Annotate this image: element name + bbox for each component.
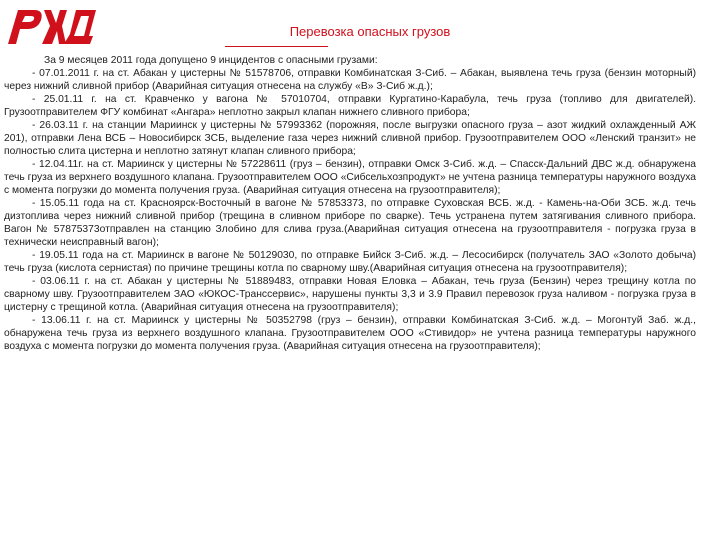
incident-item: - 07.01.2011 г. на ст. Абакан у цистерны № 51578706, отправки Комбинатская З-Сиб. – Абакан, выявлена течь груза (бензин моторный) через нижний сливной прибор (Аварийная ситуация отнесена на службу «В» З-Сиб ж.д.); <box>4 68 696 92</box>
document-body <box>4 54 696 353</box>
page-title: Перевозка опасных грузов <box>289 24 451 39</box>
incident-item: - 03.06.11 г. на ст. Абакан у цистерны № 51889483, отправки Новая Еловка – Абакан, течь груза (Бензин) через трещину котла по сварному шву. Грузоотправителем ЗАО «ЮКОС-Трансcервис», нарушены пункты 3,3 и 3.9 Правил перевозок груза наливом - погрузка груза в цистерну с трещиной котла. (Аварийная ситуация отнесена на грузоотправителя); <box>4 276 696 313</box>
incident-item: - 19.05.11 года на ст. Мариинск в вагоне № 50129030, по отправке Бийск З-Сиб. ж.д. – Лесосибирск (получатель ЗАО «Золото добыча) течь груза (кислота сернистая) по причине трещины котла по сварному шву.(Аварийная ситуация отнесена на грузоотправителя); <box>4 250 696 274</box>
incident-item: - 13.06.11 г. на ст. Мариинск у цистерны № 50352798 (груз – бензин), отправки Комбинатская З-Сиб. ж.д. – Могонтуй Заб. ж.д., обнаружена течь груза из верхнего воздушного клапана. Грузоотправителем ООО «Стивидор» не учтена разница температуры наружного воздуха с момента погрузки до момента получения груза. (Аварийная ситуация отнесена на грузоотправителя); <box>4 315 696 352</box>
intro-paragraph: За 9 месяцев 2011 года допущено 9 инцидентов с опасными грузами: <box>44 55 378 66</box>
rzd-logo-icon <box>4 4 100 48</box>
title-underline <box>225 46 328 47</box>
incident-item: - 25.01.11 г. на ст. Кравченко у вагона № 57010704, отправки Кургатино-Карабула, течь груза (топливо для двигателей). Грузоотправителем ФГУ комбинат «Ангара» неплотно закрыл клапан нижнего сливного прибора; <box>4 94 696 118</box>
incident-item: - 12.04.11г. на ст. Мариинск у цистерны № 57228611 (груз – бензин), отправки Омск З-Сиб. ж.д. – Спасск-Дальний ДВС ж.д. обнаружена течь груза из верхнего воздушного клапана. Грузоотправителем ООО «Сибсельхозпродукт» не учтена разница температуры наружного воздуха с момента погрузки до момента получения груза. (Аварийная ситуация отнесена на грузоотправителя); <box>4 159 696 196</box>
incident-item: - 15.05.11 года на ст. Красноярск-Восточный в вагоне № 57853373, по отправке Суховская ВСБ. ж.д. - Камень-на-Оби ЗСБ. ж.д. течь дизтоплива через нижний сливной прибор (трещина в сливном приборе по сварке). Течь устранена путем затягивания сливного прибора. Вагон № 57875373отправлен на станцию Злобино для слива груза.(Аварийная ситуация отнесена на грузоотправителя - погрузка груза в технически неисправный вагон); <box>4 198 696 248</box>
incident-item: - 26.03.11 г. на станции Мариинск у цистерны № 57993362 (порожняя, после выгрузки опасного груза – азот жидкий охлажденный АЖ 201), отправки Лена ВСБ – Новосибирск ЗСБ, выделение газа через нижний сливной прибор. Грузоотправителем ООО «Ленский транзит» не полностью слита цистерна и неплотно затянут клапан сливного прибора; <box>4 120 696 157</box>
